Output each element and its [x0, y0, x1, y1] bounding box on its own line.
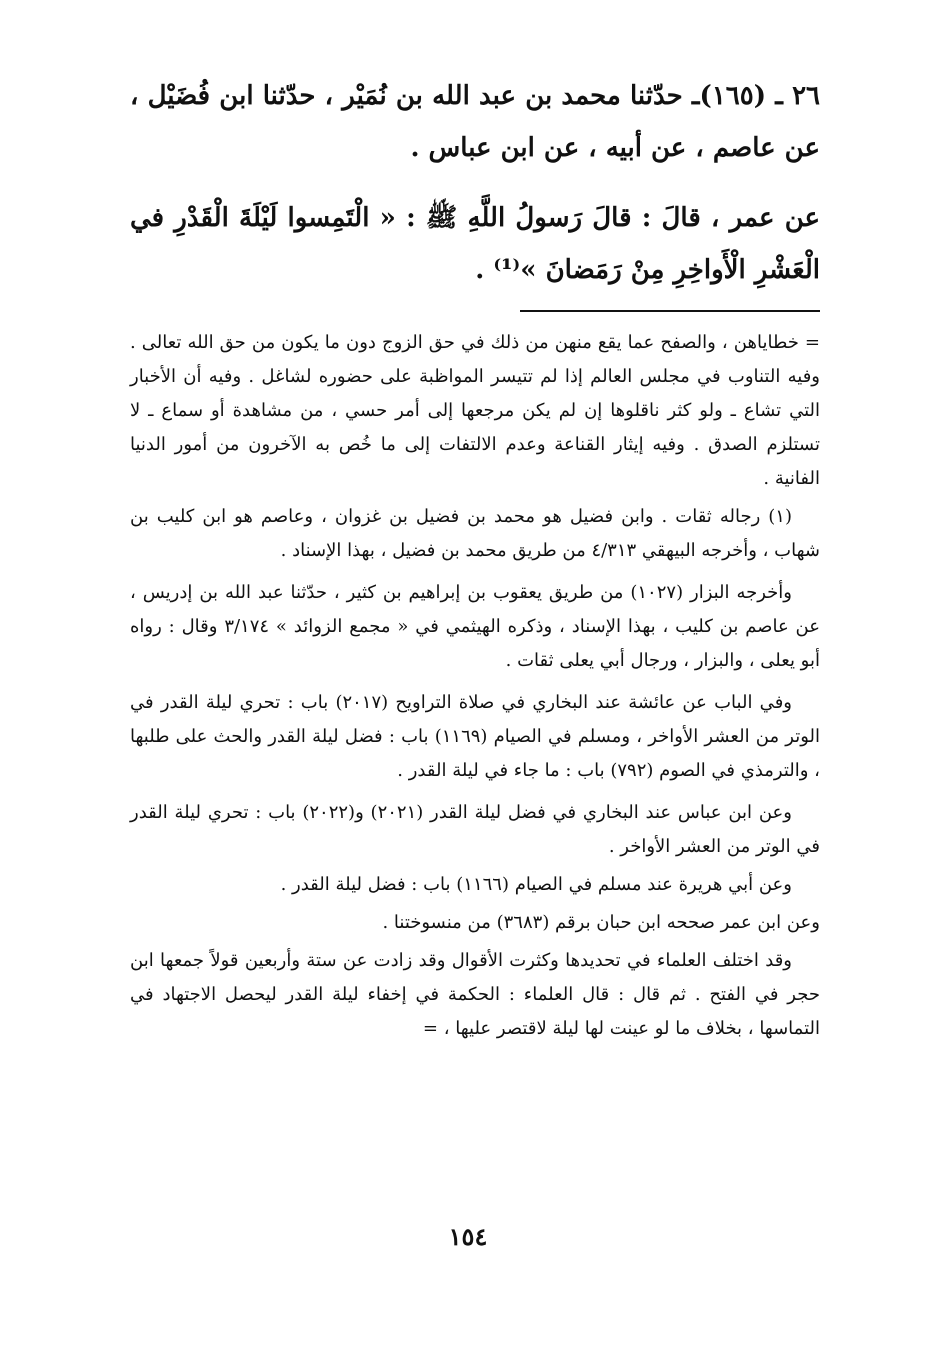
- footnote-paragraph: وعن ابن عمر صححه ابن حبان برقم (٣٦٨٣) من منسوختنا .: [382, 912, 820, 933]
- footnote-paragraph: وعن ابن عباس عند البخاري في فضل ليلة القدر (٢٠٢١) و(٢٠٢٢) باب : تحري ليلة القدر في الوتر من العشر الأواخر .: [130, 802, 820, 857]
- footnote-paragraph: وقد اختلف العلماء في تحديدها وكثرت الأقوال وقد زادت عن ستة وأربعين قولاً جمعها ابن حجر في الفتح . ثم قال : قال العلماء : الحكمة في إخفاء ليلة القدر ليحصل الاجتهاد في التماسها ، بخلاف ما لو عينت لها ليلة لاقتصر عليها ، =: [130, 950, 820, 1039]
- hadith-isnad: ٢٦ ـ (١٦٥)ـ حدّثنا محمد بن عبد الله بن نُمَيْر ، حدّثنا ابن فُضَيْل ، عن عاصم ، عن أبيه ، عن ابن عباس .: [130, 81, 820, 163]
- footnote-paragraph: وفي الباب عن عائشة عند البخاري في صلاة التراويح (٢٠١٧) باب : تحري ليلة القدر في الوتر من العشر الأواخر ، ومسلم في الصيام (١١٦٩) باب : فضل ليلة القدر والحث على طلبها ، والترمذي في الصوم (٧٩٢) باب : ما جاء في ليلة القدر .: [130, 692, 820, 781]
- footnote-1: (١) رجاله ثقات . وابن فضيل هو محمد بن فضيل بن غزوان ، وعاصم هو ابن كليب بن شهاب ، وأخرجه البيهقي ٤/٣١٣ من طريق محمد بن فضيل ، بهذا الإسناد .: [130, 506, 820, 561]
- hadith-matn: عن عمر ، قالَ : قالَ رَسولُ اللَّهِ ﷺ : « الْتَمِسوا لَيْلَةَ الْقَدْرِ في الْعَشْرِ الْأَواخِرِ مِنْ رَمَضانَ »⁽¹⁾ .: [130, 203, 820, 285]
- footnotes: [130, 326, 820, 1050]
- footnote-separator: [520, 310, 820, 312]
- footnote-paragraph: وعن أبي هريرة عند مسلم في الصيام (١١٦٦) باب : فضل ليلة القدر .: [280, 874, 792, 895]
- page-number: ١٥٤: [448, 1222, 488, 1251]
- footnote-paragraph: وأخرجه البزار (١٠٢٧) من طريق يعقوب بن إبراهيم بن كثير ، حدّثنا عبد الله بن إدريس ، عن عاصم بن كليب ، بهذا الإسناد ، وذكره الهيثمي في « مجمع الزوائد » ٣/١٧٤ وقال : رواه أبو يعلى ، والبزار ، ورجال أبي يعلى ثقات .: [130, 582, 820, 671]
- footnote-continuation: = خطاياهن ، والصفح عما يقع منهن من ذلك في حق الزوج دون ما يكون من حق الله تعالى . وفيه التناوب في مجلس العالم إذا لم تتيسر المواظبة على حضوره لشاغل . وفيه أن الأخبار التي تشاع ـ ولو كثر ناقلوها إن لم يكن مرجعها إلى أمر حسي ، من مشاهدة أو سماع ـ لا تستلزم الصدق . وفيه إيثار القناعة وعدم الالتفات إلى ما خُص به الآخرون من أمور الدنيا الفانية .: [130, 332, 820, 489]
- main-text: [130, 70, 820, 314]
